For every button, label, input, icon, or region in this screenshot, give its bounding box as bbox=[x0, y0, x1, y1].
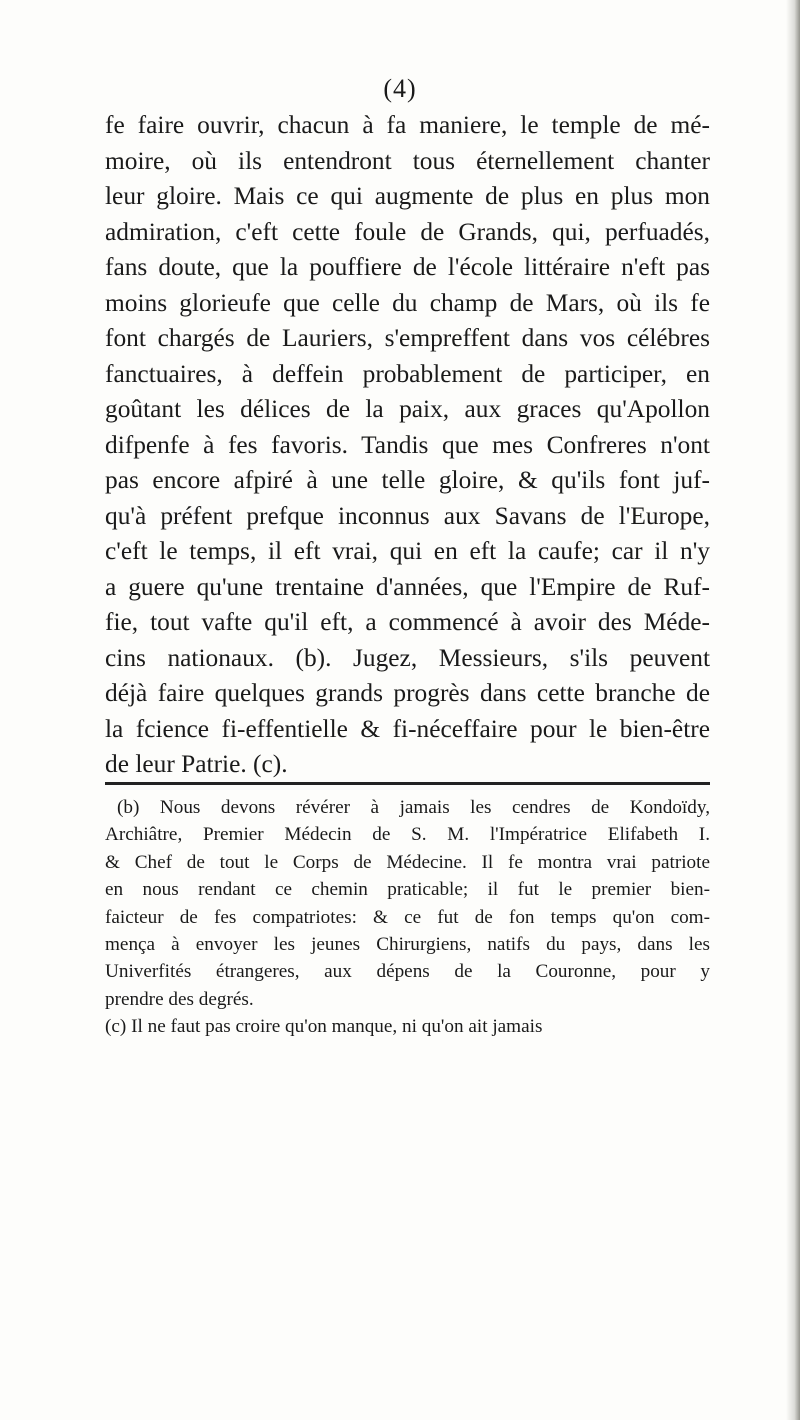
main-text-line: fe faire ouvrir, chacun à fa maniere, le temple de mé- bbox=[105, 111, 710, 139]
footnote-line: (c) Il ne faut pas croire qu'on manque, ni qu'on ait jamais bbox=[105, 1016, 543, 1038]
page-edge-shadow bbox=[786, 0, 800, 1420]
footnote-line: faicteur de fes compatriotes: & ce fut de fon temps qu'on com- bbox=[105, 906, 710, 928]
footnote-separator-rule bbox=[105, 782, 710, 785]
footnotes bbox=[105, 794, 710, 1041]
main-text-line: la fcience fi-effentielle & fi-néceffaire pour le bien-être bbox=[105, 714, 710, 743]
footnote-line: mença à envoyer les jeunes Chirurgiens, natifs du pays, dans les bbox=[105, 934, 710, 956]
main-text-body bbox=[105, 108, 710, 783]
main-text-line: fie, tout vafte qu'il eft, a commencé à avoir des Méde- bbox=[105, 608, 710, 636]
main-text-line: fans doute, que la pouffiere de l'école littéraire n'eft pas bbox=[105, 253, 710, 281]
main-text-line: admiration, c'eft cette foule de Grands, qui, perfuadés, bbox=[105, 217, 710, 246]
main-text-line: de leur Patrie. (c). bbox=[105, 750, 288, 778]
footnote-line: prendre des degrés. bbox=[105, 988, 254, 1010]
main-text-line: moins glorieufe que celle du champ de Mars, où ils fe bbox=[105, 288, 710, 317]
footnote-line: en nous rendant ce chemin praticable; il fut le premier bien- bbox=[105, 879, 710, 901]
footnote-line: (b) Nous devons révérer à jamais les cendres de Kondoïdy, bbox=[117, 797, 710, 818]
main-text-line: leur gloire. Mais ce qui augmente de plus en plus mon bbox=[105, 182, 710, 210]
main-text-line: c'eft le temps, il eft vrai, qui en eft la caufe; car il n'y bbox=[105, 537, 710, 565]
main-text-line: qu'à préfent prefque inconnus aux Savans de l'Europe, bbox=[105, 501, 710, 530]
main-text-line: déjà faire quelques grands progrès dans cette branche de bbox=[105, 679, 710, 707]
main-text-line: moire, où ils entendront tous éternellement chanter bbox=[105, 146, 710, 175]
main-text-line: cins nationaux. (b). Jugez, Messieurs, s'ils peuvent bbox=[105, 643, 710, 672]
main-text-line: goûtant les délices de la paix, aux graces qu'Apollon bbox=[105, 395, 710, 423]
main-text-line: difpenfe à fes favoris. Tandis que mes Confreres n'ont bbox=[105, 430, 710, 459]
page-number: (4) bbox=[383, 74, 417, 103]
main-text-line: pas encore afpiré à une telle gloire, & qu'ils font juf- bbox=[105, 466, 710, 494]
main-text-line: a guere qu'une trentaine d'années, que l'Empire de Ruf- bbox=[105, 572, 710, 601]
footnote-line: Univerfités étrangeres, aux dépens de la Couronne, pour y bbox=[105, 961, 710, 983]
main-text-line: fanctuaires, à deffein probablement de participer, en bbox=[105, 359, 710, 388]
main-text-line: font chargés de Lauriers, s'empreffent dans vos célébres bbox=[105, 324, 710, 352]
footnote-line: Archiâtre, Premier Médecin de S. M. l'Impératrice Elifabeth I. bbox=[105, 824, 710, 846]
footnote-line: & Chef de tout le Corps de Médecine. Il fe montra vrai patriote bbox=[105, 851, 710, 873]
